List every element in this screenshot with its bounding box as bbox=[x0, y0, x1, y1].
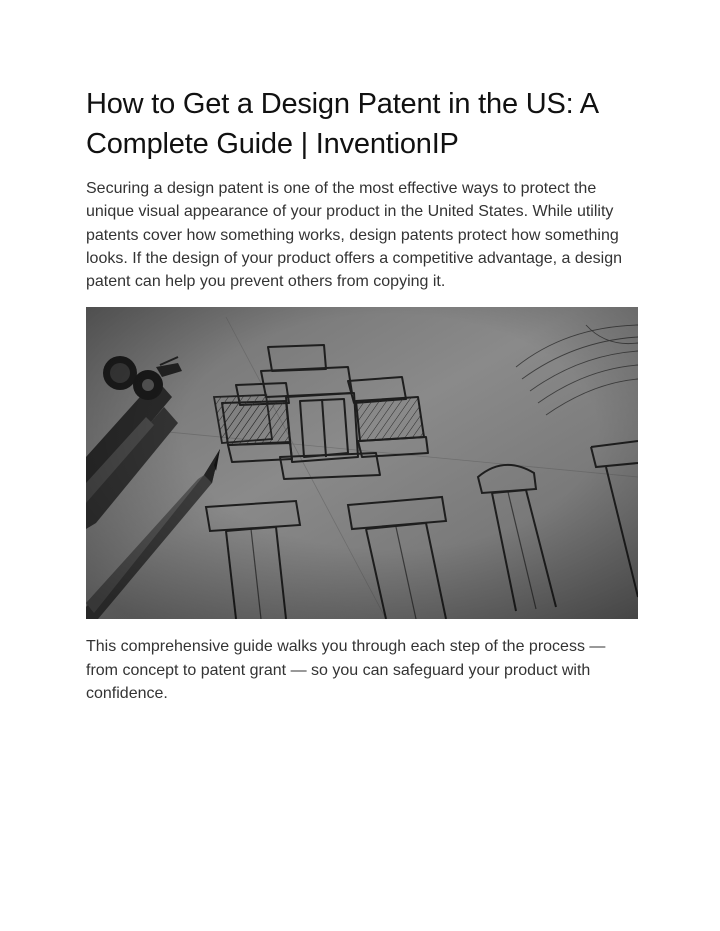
document-page bbox=[86, 84, 638, 705]
page-title: How to Get a Design Patent in the US: A Complete Guide | InventionIP bbox=[86, 88, 598, 160]
intro-paragraph: Securing a design patent is one of the most effective ways to protect the unique visual appearance of your product in the United States. While utility patents cover how something works, design patents protect how something looks. If the design of your product offers a competitive advantage, a design patent can help you prevent others from copying it. bbox=[86, 180, 623, 291]
hero-image-technical-drawing bbox=[86, 307, 638, 619]
outro-paragraph: This comprehensive guide walks you through each step of the process — from concept to patent grant — so you can safeguard your product with confidence. bbox=[86, 638, 606, 703]
